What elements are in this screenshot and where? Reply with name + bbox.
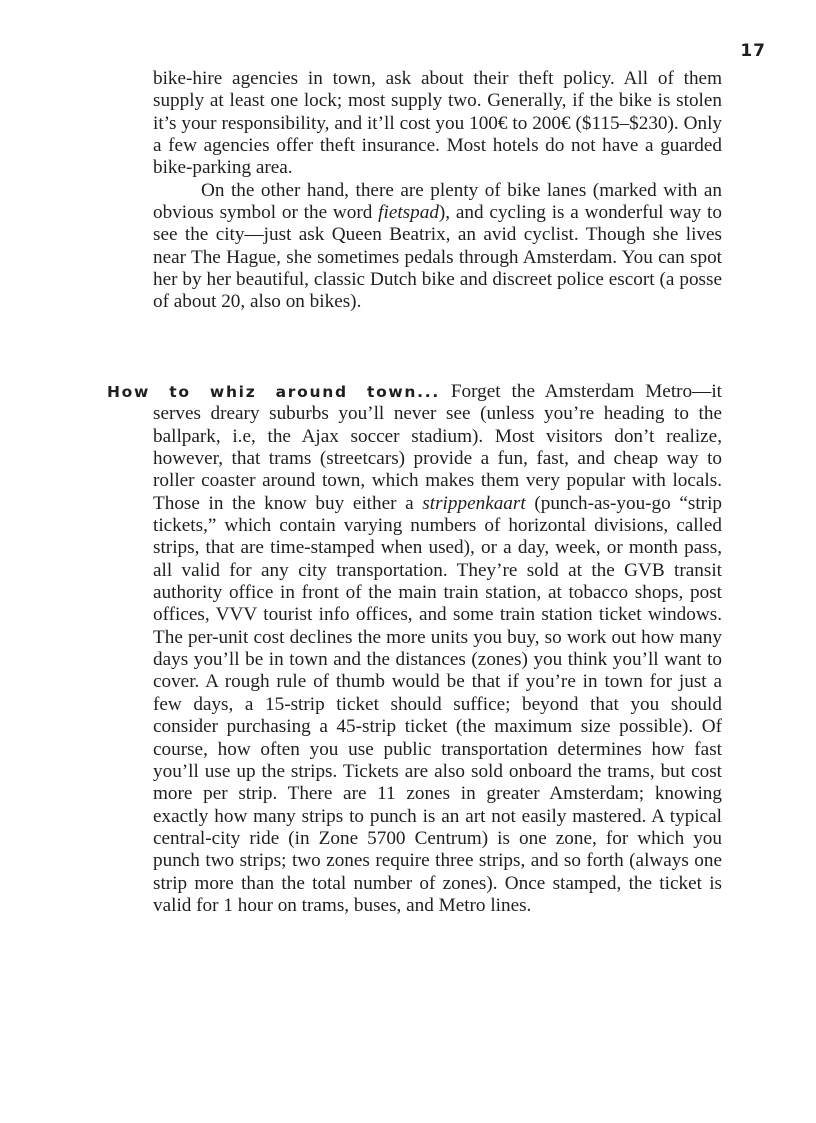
paragraph-bike-lanes — [153, 180, 722, 314]
section-how-to-whiz — [107, 381, 722, 917]
paragraph-bike-lanes-part1: On the other hand, there are plenty of bike lanes (marked with an obvious symbol or the word — [153, 179, 722, 224]
term-fietspad: fietspad — [378, 202, 439, 224]
term-strippenkaart: strippenkaart — [422, 492, 526, 514]
paragraph-bike-lanes-part2: ), and cycling is a wonderful way to see the city—just ask Queen Beatrix, an avid cyclist. Though she lives near The Hague, she sometimes pedals through Amsterdam. You can spot her by her beautiful, classic Dutch bike and discreet police escort (a posse of about 20, also on bikes). — [153, 202, 722, 313]
page-number: 17 — [740, 41, 766, 61]
paragraph-trams — [107, 381, 722, 917]
paragraph-bike-theft: bike-hire agencies in town, ask about their theft policy. All of them supply at least one lock; most supply two. Generally, if the bike is stolen it’s your responsibility, and it’ll cost you 100€ to 200€ ($115–$230). Only a few agencies offer theft insurance. Most hotels do not have a guarded bike-parking area. — [153, 68, 722, 179]
paragraph-trams-part2: (punch-as-you-go “strip tickets,” which contain varying numbers of horizontal divisions, called strips, that are time-stamped when used), or a day, week, or month pass, all valid for any city transportation. They’re sold at the GVB transit authority office in front of the main train station, at tobacco shops, post offices, VVV tourist info offices, and some train station ticket windows. The per-unit cost declines the more units you buy, so work out how many days you’ll be in town and the distances (zones) you think you’ll want to cover. A rough rule of thumb would be that if you’re in town for just a few days, a 15-strip ticket should suffice; beyond that you should consider purchasing a 45-strip ticket (the maximum size possible). Of course, how often you use public transportation determines how fast you’ll use up the strips. Tickets are also sold onboard the trams, but cost more per strip. There are 11 zones in greater Amsterdam; knowing exactly how many strips to punch is an art not easily mastered. A typical central-city ride (in Zone 5700 Centrum) is one zone, for which you punch two strips; two zones require three strips, and so forth (always one strip more than the total number of zones). Once stamped, the ticket is valid for 1 hour on trams, buses, and Metro lines. — [153, 492, 722, 916]
paragraph-trams-part1: Forget the Amsterdam Metro—it serves dreary suburbs you’ll never see (unless you’re heading to the ballpark, i.e, the Ajax soccer stadium). Most visitors don’t realize, however, that trams (streetcars) provide a fun, fast, and cheap way to roller coaster around town, which makes them very popular with locals. Those in the know buy either a — [153, 381, 722, 514]
section-heading: How to whiz around town... — [107, 383, 440, 401]
body-text-top — [153, 68, 722, 314]
